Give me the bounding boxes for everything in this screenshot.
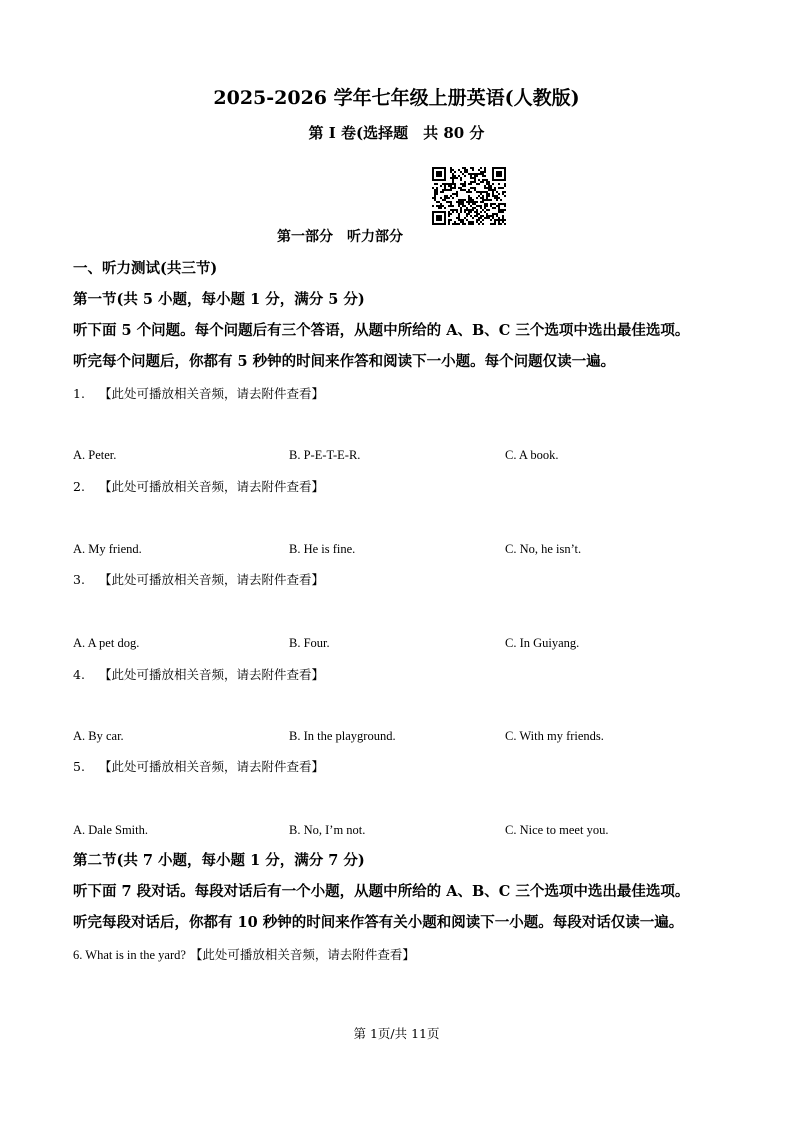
section1-instructions-2: 听完每个问题后，你都有 5 秒钟的时间来作答和阅读下一小题。每个问题仅读一遍。 [73,353,616,370]
option-c: C. A book. [505,448,559,462]
section-heading: 一、听力测试(共三节) [73,260,218,277]
audio-prompt-link[interactable]: 【此处可播放相关音频，请去附件查看】 [99,667,325,682]
audio-prompt-link[interactable]: 【此处可播放相关音频，请去附件查看】 [189,947,415,962]
option-c: C. With my friends. [505,729,604,743]
option-c: C. In Guiyang. [505,636,580,650]
question-5 [73,758,324,776]
audio-prompt-link[interactable]: 【此处可播放相关音频，请去附件查看】 [99,572,325,587]
option-a: A. My friend. [73,542,142,556]
option-c: C. No, he isn’t. [505,542,582,556]
question-4 [73,666,324,684]
audio-prompt-link[interactable]: 【此处可播放相关音频，请去附件查看】 [99,386,325,401]
section2-instructions-2: 听完每段对话后，你都有 10 秒钟的时间来作答有关小题和阅读下一小题。每段对话仅读一遍。 [73,914,684,931]
page-footer: 第 1页/共 11页 [353,1026,440,1041]
option-b: B. Four. [289,636,330,650]
option-a: A. Peter. [73,448,117,462]
section2-instructions-1: 听下面 7 段对话。每段对话后有一个小题，从题中所给的 A、B、C 三个选项中选出最佳选项。 [73,883,690,900]
question-number: 2. [73,479,85,494]
option-a: A. Dale Smith. [73,823,148,837]
audio-prompt-link[interactable]: 【此处可播放相关音频，请去附件查看】 [99,479,325,494]
question-number: 5. [73,759,85,774]
page-title: 2025-2026 学年七年级上册英语(人教版) [213,87,580,109]
question-3 [73,571,324,589]
question-number: 1. [73,386,85,401]
option-a: A. A pet dog. [73,636,140,650]
section1-heading: 第一节(共 5 小题，每小题 1 分，满分 5 分) [73,291,365,308]
option-b: B. He is fine. [289,542,356,556]
part-title: 第一部分 听力部分 [277,229,403,245]
option-a: A. By car. [73,729,124,743]
exam-subtitle: 第 I 卷(选择题 共 80 分 [308,124,485,142]
section2-heading: 第二节(共 7 小题，每小题 1 分，满分 7 分) [73,852,365,869]
question-text: 6. What is in the yard? [73,948,186,962]
option-c: C. Nice to meet you. [505,823,609,837]
option-b: B. No, I’m not. [289,823,366,837]
qr-code-icon [432,167,506,225]
section1-instructions-1: 听下面 5 个问题。每个问题后有三个答语，从题中所给的 A、B、C 三个选项中选出最佳选项。 [73,322,690,339]
question-1 [73,385,324,403]
question-number: 4. [73,667,85,682]
audio-prompt-link[interactable]: 【此处可播放相关音频，请去附件查看】 [99,759,325,774]
question-6 [73,946,415,964]
option-b: B. P-E-T-E-R. [289,448,361,462]
question-number: 3. [73,572,85,587]
option-b: B. In the playground. [289,729,396,743]
question-2 [73,478,324,496]
